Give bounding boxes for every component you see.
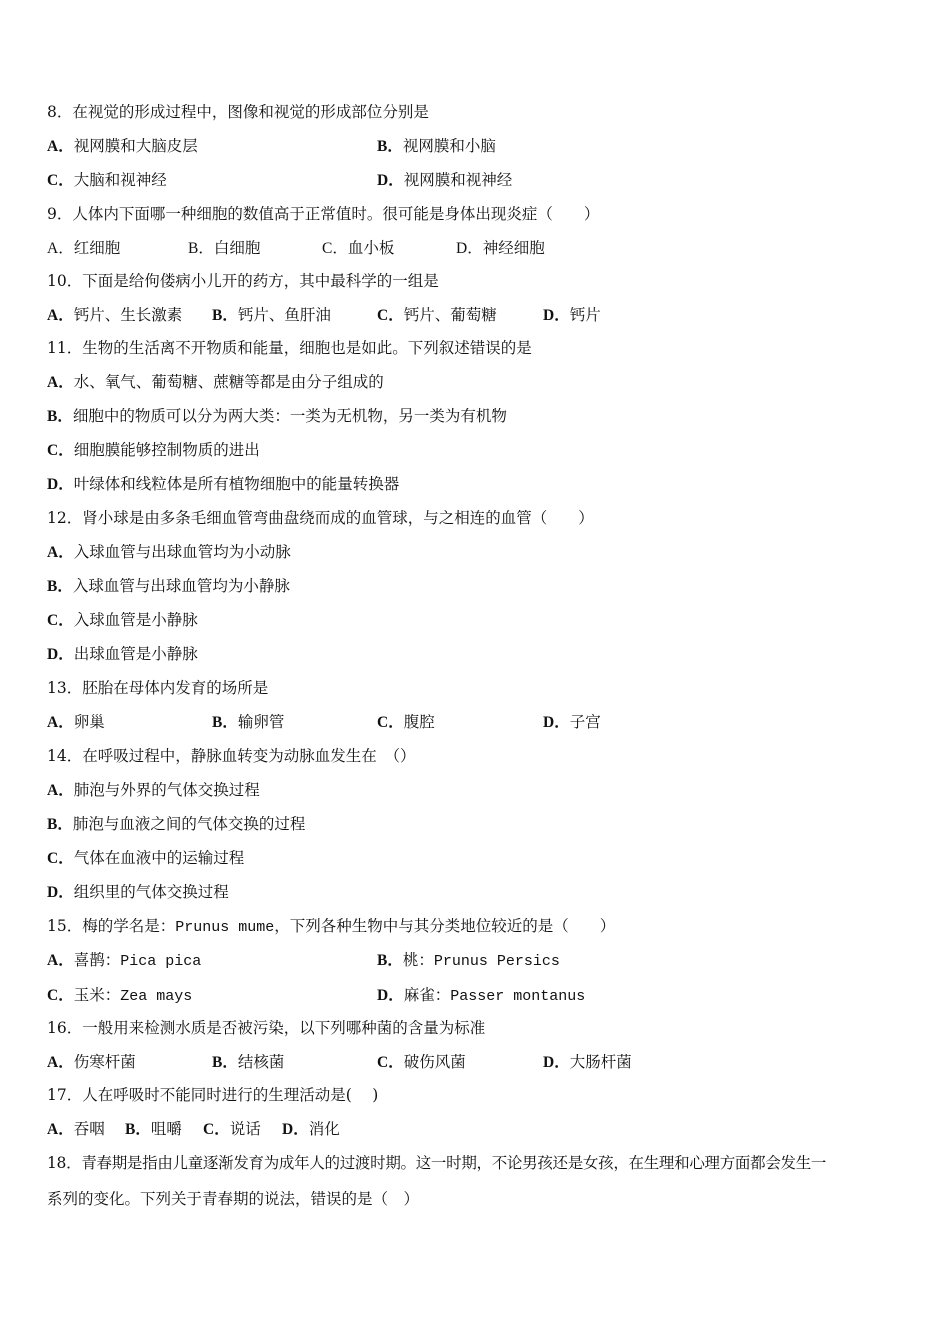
question-15-stem — [47, 916, 615, 938]
option-text: 水、氧气、葡萄糖、蔗糖等都是由分子组成的 — [73, 373, 384, 391]
question-16-option-d[interactable] — [543, 1052, 632, 1073]
option-text: 气体在血液中的运输过程 — [73, 849, 245, 867]
question-18-stem-line-2: 系列的变化。下列关于青春期的说法，错误的是（ ） — [47, 1190, 420, 1208]
option-text: 白细胞 — [213, 239, 261, 257]
question-8-option-b[interactable] — [377, 136, 496, 157]
option-letter: D． — [377, 987, 404, 1004]
question-13-option-d[interactable] — [543, 712, 601, 733]
question-17-stem: 17．人在呼吸时不能同时进行的生理活动是( ) — [47, 1086, 379, 1104]
option-text: 细胞中的物质可以分为两大类：一类为无机物，另一类为有机物 — [72, 407, 507, 425]
question-12-option-b[interactable] — [47, 576, 290, 597]
option-text: 子宫 — [569, 713, 601, 731]
question-14-option-d[interactable] — [47, 882, 229, 903]
option-text: 玉米： — [73, 986, 121, 1004]
question-11-option-b[interactable] — [47, 406, 507, 427]
question-10-stem: 10．下面是给佝偻病小儿开的药方，其中最科学的一组是 — [47, 272, 439, 290]
stem-text: 15．梅的学名是： — [47, 917, 176, 935]
option-letter: B． — [47, 816, 73, 833]
question-9-option-d[interactable] — [456, 238, 545, 259]
question-10-option-c[interactable] — [377, 305, 497, 326]
option-text: 入球血管与出球血管均为小静脉 — [72, 577, 290, 595]
option-letter: D． — [543, 1054, 570, 1071]
option-text: 消化 — [308, 1120, 340, 1138]
question-17-option-d[interactable] — [282, 1119, 340, 1140]
question-8-stem: 8．在视觉的形成过程中，图像和视觉的形成部位分别是 — [47, 103, 429, 121]
option-letter: A． — [47, 138, 74, 155]
option-letter: C． — [377, 1054, 404, 1071]
option-letter: B． — [125, 1121, 151, 1138]
question-10-option-b[interactable] — [212, 305, 331, 326]
question-9-option-c[interactable] — [322, 238, 394, 259]
option-letter: C． — [377, 307, 404, 324]
question-8-option-a[interactable] — [47, 136, 198, 157]
option-letter: D． — [47, 884, 74, 901]
option-letter: D． — [282, 1121, 309, 1138]
option-letter: C． — [47, 172, 74, 189]
question-9-option-a[interactable] — [47, 238, 120, 259]
question-10-option-d[interactable] — [543, 305, 601, 326]
option-text: 破伤风菌 — [403, 1053, 466, 1071]
option-letter: B． — [188, 240, 214, 257]
option-text: 输卵管 — [237, 713, 285, 731]
option-text: 结核菌 — [237, 1053, 285, 1071]
question-11-option-c[interactable] — [47, 440, 260, 461]
option-letter: D． — [456, 240, 483, 257]
scientific-name: Prunus mume — [175, 919, 275, 936]
option-text: 血小板 — [347, 239, 395, 257]
scientific-name: Prunus Persics — [433, 953, 560, 970]
option-text: 肺泡与血液之间的气体交换的过程 — [72, 815, 306, 833]
question-8-option-c[interactable] — [47, 170, 167, 191]
option-letter: D． — [543, 714, 570, 731]
question-9-option-b[interactable] — [188, 238, 260, 259]
question-16-stem: 16．一般用来检测水质是否被污染，以下列哪种菌的含量为标准 — [47, 1019, 486, 1037]
option-text: 出球血管是小静脉 — [73, 645, 198, 663]
question-15-option-c[interactable] — [47, 985, 192, 1007]
option-letter: C． — [47, 850, 74, 867]
option-text: 叶绿体和线粒体是所有植物细胞中的能量转换器 — [73, 475, 400, 493]
question-9-stem: 9．人体内下面哪一种细胞的数值高于正常值时。很可能是身体出现炎症（ ） — [47, 205, 600, 223]
option-letter: D． — [543, 307, 570, 324]
option-text: 肺泡与外界的气体交换过程 — [73, 781, 260, 799]
option-letter: B． — [212, 714, 238, 731]
option-letter: C． — [377, 714, 404, 731]
option-letter: A． — [47, 374, 74, 391]
option-text: 说话 — [229, 1120, 261, 1138]
question-16-option-b[interactable] — [212, 1052, 284, 1073]
scientific-name: Pica pica — [120, 953, 202, 970]
question-14-option-b[interactable] — [47, 814, 305, 835]
question-13-option-c[interactable] — [377, 712, 435, 733]
stem-text: ，下列各种生物中与其分类地位较近的是（ ） — [274, 917, 616, 935]
option-letter: A． — [47, 307, 74, 324]
scientific-name: Passer montanus — [450, 988, 586, 1005]
question-14-option-c[interactable] — [47, 848, 244, 869]
option-text: 红细胞 — [73, 239, 121, 257]
option-letter: C． — [203, 1121, 230, 1138]
scientific-name: Zea mays — [120, 988, 193, 1005]
question-18-stem-line-1: 18．青春期是指由儿童逐渐发育为成年人的过渡时期。这一时期，不论男孩还是女孩，在生理和心理方面都会发生一 — [47, 1154, 827, 1172]
option-letter: D． — [47, 476, 74, 493]
option-letter: A． — [47, 952, 74, 969]
option-letter: B． — [212, 1054, 238, 1071]
option-letter: C． — [47, 987, 74, 1004]
question-12-stem: 12．肾小球是由多条毛细血管弯曲盘绕而成的血管球，与之相连的血管（ ） — [47, 509, 594, 527]
question-16-option-a[interactable] — [47, 1052, 136, 1073]
question-12-option-d[interactable] — [47, 644, 198, 665]
option-letter: A． — [47, 544, 74, 561]
option-text: 视网膜和大脑皮层 — [73, 137, 198, 155]
question-15-option-a[interactable] — [47, 950, 201, 972]
option-text: 视网膜和视神经 — [403, 171, 513, 189]
question-17-option-c[interactable] — [203, 1119, 261, 1140]
option-text: 入球血管与出球血管均为小动脉 — [73, 543, 291, 561]
option-letter: C． — [47, 612, 74, 629]
question-17-option-b[interactable] — [125, 1119, 182, 1140]
option-letter: C． — [47, 442, 74, 459]
question-11-option-d[interactable] — [47, 474, 399, 495]
question-13-option-b[interactable] — [212, 712, 284, 733]
option-letter: A． — [47, 782, 74, 799]
option-letter: A． — [47, 1121, 74, 1138]
option-letter: A． — [47, 1054, 74, 1071]
option-text: 桃： — [402, 951, 434, 969]
option-text: 神经细胞 — [482, 239, 545, 257]
option-text: 钙片、鱼肝油 — [237, 306, 331, 324]
question-12-option-c[interactable] — [47, 610, 198, 631]
question-11-option-a[interactable] — [47, 372, 384, 393]
option-text: 入球血管是小静脉 — [73, 611, 198, 629]
option-text: 视网膜和小脑 — [402, 137, 496, 155]
option-text: 大脑和视神经 — [73, 171, 167, 189]
option-text: 咀嚼 — [150, 1120, 182, 1138]
option-letter: A． — [47, 240, 74, 257]
option-text: 大肠杆菌 — [569, 1053, 632, 1071]
question-15-option-d[interactable] — [377, 985, 585, 1007]
option-text: 麻雀： — [403, 986, 451, 1004]
option-letter: D． — [47, 646, 74, 663]
option-letter: A． — [47, 714, 74, 731]
option-letter: C． — [322, 240, 348, 257]
option-letter: B． — [377, 138, 403, 155]
option-text: 喜鹊： — [73, 951, 121, 969]
option-letter: B． — [212, 307, 238, 324]
question-14-option-a[interactable] — [47, 780, 260, 801]
question-13-stem: 13．胚胎在母体内发育的场所是 — [47, 679, 269, 697]
option-letter: B． — [377, 952, 403, 969]
option-text: 钙片、生长激素 — [73, 306, 183, 324]
option-text: 卵巢 — [73, 713, 105, 731]
option-letter: B． — [47, 578, 73, 595]
option-text: 伤寒杆菌 — [73, 1053, 136, 1071]
option-text: 钙片 — [569, 306, 601, 324]
question-12-option-a[interactable] — [47, 542, 291, 563]
option-text: 细胞膜能够控制物质的进出 — [73, 441, 260, 459]
option-text: 腹腔 — [403, 713, 435, 731]
option-text: 钙片、葡萄糖 — [403, 306, 497, 324]
question-8-option-d[interactable] — [377, 170, 512, 191]
question-13-option-a[interactable] — [47, 712, 105, 733]
option-text: 组织里的气体交换过程 — [73, 883, 229, 901]
question-17-option-a[interactable] — [47, 1119, 105, 1140]
question-15-option-b[interactable] — [377, 950, 560, 972]
question-10-option-a[interactable] — [47, 305, 182, 326]
option-letter: D． — [377, 172, 404, 189]
question-11-stem: 11．生物的生活离不开物质和能量，细胞也是如此。下列叙述错误的是 — [47, 339, 532, 357]
option-text: 吞咽 — [73, 1120, 105, 1138]
question-16-option-c[interactable] — [377, 1052, 466, 1073]
option-letter: B． — [47, 408, 73, 425]
question-14-stem: 14．在呼吸过程中，静脉血转变为动脉血发生在 （） — [47, 747, 416, 765]
